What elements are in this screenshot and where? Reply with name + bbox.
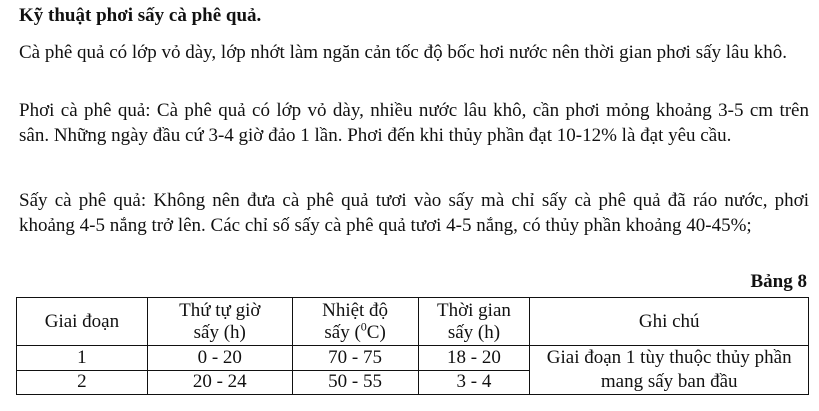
header-hours-line1: Thứ tự giờ: [179, 299, 261, 321]
cell-hours: 0 - 20: [147, 346, 292, 371]
cell-duration: 3 - 4: [418, 370, 530, 395]
header-duration: [418, 298, 530, 346]
header-temp-pre: sấy (: [324, 321, 361, 343]
cell-temperature: 50 - 55: [292, 370, 418, 395]
cell-temperature: 70 - 75: [292, 346, 418, 371]
cell-stage: 2: [17, 370, 148, 395]
table-row: [17, 346, 809, 371]
cell-stage: 1: [17, 346, 148, 371]
header-hours: [147, 298, 292, 346]
header-temp-post: C): [366, 321, 386, 343]
cell-note: Giai đoạn 1 tùy thuộc thủy phần mang sấy ban đầu: [530, 346, 809, 395]
section-title: Kỹ thuật phơi sấy cà phê quả.: [19, 5, 262, 26]
table-caption: Bảng 8: [750, 271, 807, 292]
cell-duration: 18 - 20: [418, 346, 530, 371]
header-temperature: [292, 298, 418, 346]
header-time-line1: Thời gian: [437, 299, 511, 321]
header-hours-line2: sấy (h): [193, 321, 246, 343]
drying-parameters-table: [16, 297, 809, 395]
header-time-line2: sấy (h): [447, 321, 501, 343]
paragraph-intro: Cà phê quả có lớp vỏ dày, lớp nhớt làm ngăn cản tốc độ bốc hơi nước nên thời gian phơi sấy lâu khô.: [19, 42, 787, 63]
header-temp-degree: 0: [360, 319, 367, 334]
cell-hours: 20 - 24: [147, 370, 292, 395]
paragraph-drying-sun: Phơi cà phê quả: Cà phê quả có lớp vỏ dày, nhiều nước lâu khô, cần phơi mỏng khoảng 3-5 cm trên sân. Những ngày đầu cứ 3-4 giờ đảo 1 lần. Phơi đến khi thủy phần đạt 10-12% là đạt yêu cầu.: [19, 100, 809, 146]
paragraph-drying-machine: Sấy cà phê quả: Không nên đưa cà phê quả tươi vào sấy mà chỉ sấy cà phê quả đã ráo nước, phơi khoảng 4-5 nắng trở lên. Các chỉ số sấy cà phê quả tươi 4-5 nắng, có thủy phần khoảng 40-45%;: [19, 190, 809, 236]
table-header-row: [17, 298, 809, 346]
header-stage: Giai đoạn: [17, 298, 148, 346]
header-note: Ghi chú: [530, 298, 809, 346]
header-temp-line1: Nhiệt độ: [322, 299, 389, 321]
